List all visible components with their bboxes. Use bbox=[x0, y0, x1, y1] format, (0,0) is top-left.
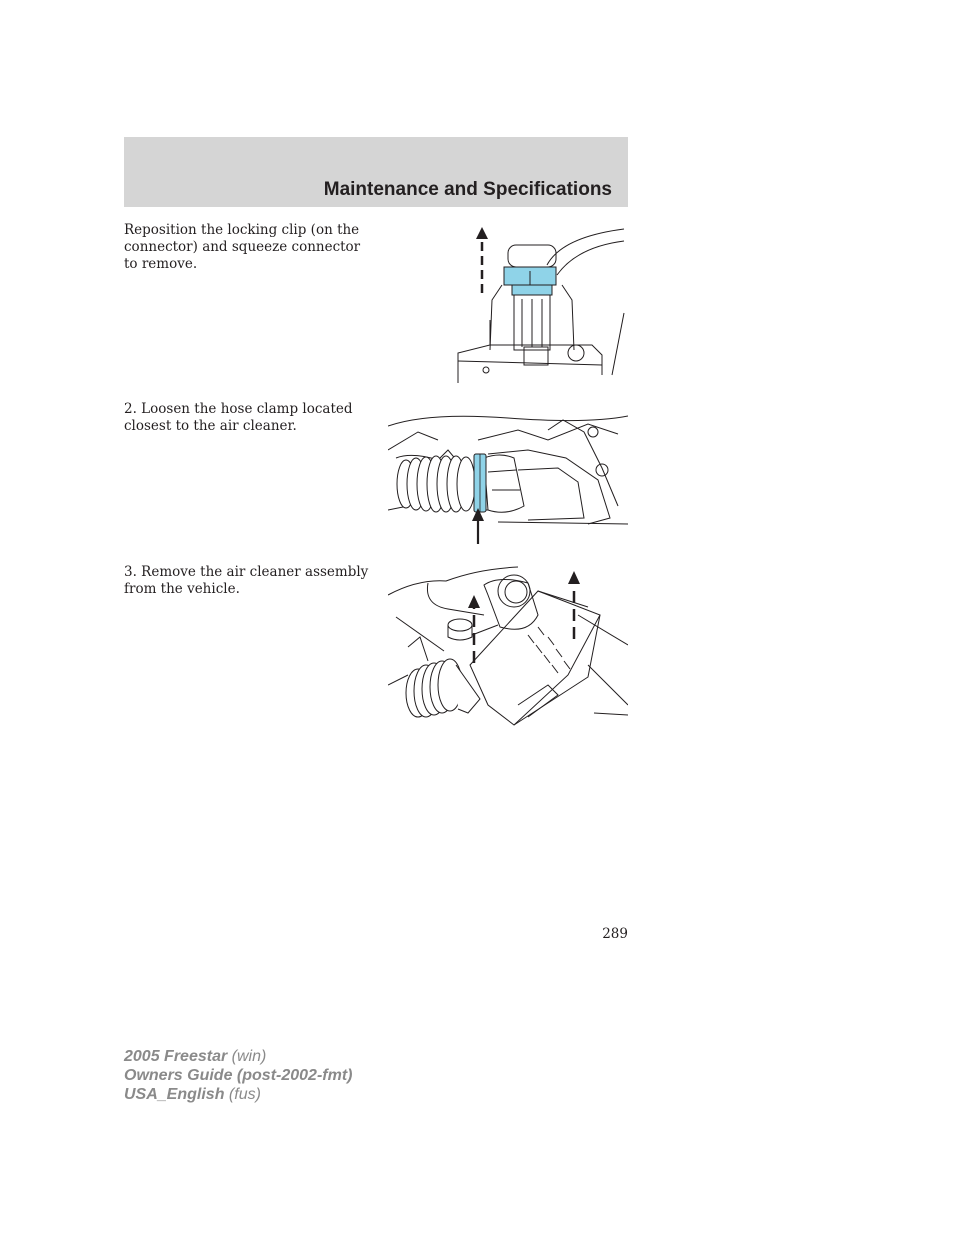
footer-line-1 bbox=[124, 1047, 352, 1066]
hose-clamp-illustration bbox=[388, 410, 628, 545]
document-footer bbox=[124, 1047, 352, 1104]
step-1-text: Reposition the locking clip (on the connector) and squeeze connector to remove. bbox=[124, 222, 361, 272]
air-cleaner-illustration bbox=[388, 565, 628, 728]
footer-language: USA_English bbox=[124, 1086, 225, 1103]
footer-line-3 bbox=[124, 1085, 352, 1104]
footer-language-code: (fus) bbox=[228, 1086, 261, 1103]
section-title: Maintenance and Specifications bbox=[323, 179, 612, 200]
footer-line-2 bbox=[124, 1066, 352, 1085]
footer-guide: Owners Guide (post-2002-fmt) bbox=[124, 1067, 353, 1084]
step-3-text: 3. Remove the air cleaner assembly from the vehicle. bbox=[124, 564, 369, 597]
connector-illustration bbox=[452, 225, 628, 385]
footer-model-code: (win) bbox=[231, 1048, 267, 1065]
step-2-text: 2. Loosen the hose clamp located closest to the air cleaner. bbox=[124, 401, 353, 434]
page-number: 289 bbox=[602, 926, 628, 942]
header-band bbox=[124, 137, 628, 207]
footer-model: 2005 Freestar bbox=[124, 1048, 228, 1065]
